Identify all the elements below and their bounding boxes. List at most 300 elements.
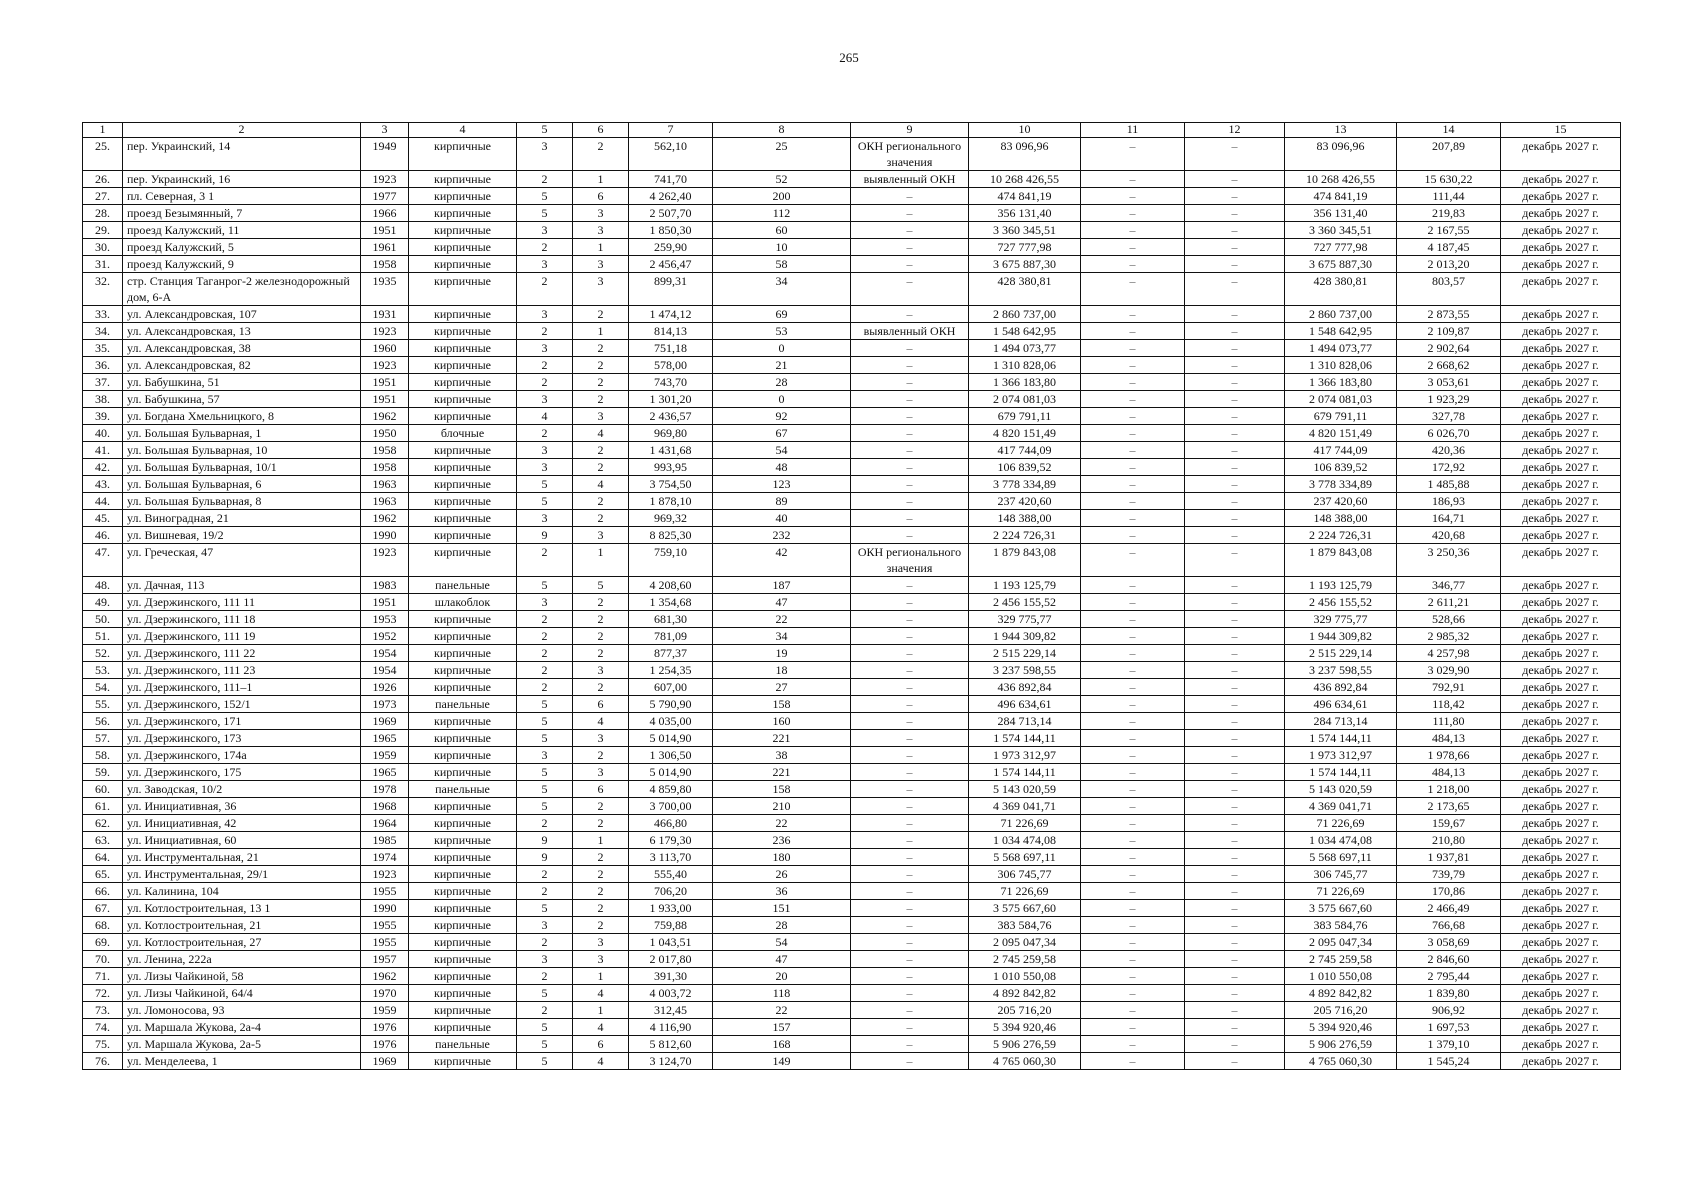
- cell-col-11: –: [1081, 866, 1185, 883]
- table-row: [83, 306, 1621, 323]
- table-row: [83, 391, 1621, 408]
- cell-col-13-total: 2 095 047,34: [1285, 934, 1397, 951]
- cell-row-number: 67.: [83, 900, 123, 917]
- cell-year-built: 1951: [361, 594, 409, 611]
- cell-row-number: 41.: [83, 442, 123, 459]
- cell-cost-per-sqm: 1 545,24: [1397, 1053, 1501, 1070]
- cell-address: ул. Котлостроительная, 21: [123, 917, 361, 934]
- cell-cost-per-sqm: 739,79: [1397, 866, 1501, 883]
- cell-okn-status: –: [851, 985, 969, 1002]
- cell-col-12: –: [1185, 713, 1285, 730]
- cell-residents: 160: [713, 713, 851, 730]
- table-row: [83, 205, 1621, 222]
- cell-address: стр. Станция Таганрог-2 железнодорожный дом, 6-А: [123, 273, 361, 306]
- cell-wall-material: панельные: [409, 696, 517, 713]
- cell-col-13-total: 4 892 842,82: [1285, 985, 1397, 1002]
- cell-col-11: –: [1081, 577, 1185, 594]
- cell-col-12: –: [1185, 391, 1285, 408]
- cell-wall-material: кирпичные: [409, 544, 517, 577]
- cell-residents: 92: [713, 408, 851, 425]
- cell-entrances: 3: [573, 934, 629, 951]
- cell-year-built: 1985: [361, 832, 409, 849]
- cell-okn-status: –: [851, 832, 969, 849]
- table-row: [83, 340, 1621, 357]
- table-row: [83, 510, 1621, 527]
- cell-wall-material: кирпичные: [409, 138, 517, 171]
- cell-entrances: 2: [573, 594, 629, 611]
- cell-total-cost: 3 778 334,89: [969, 476, 1081, 493]
- cell-wall-material: кирпичные: [409, 357, 517, 374]
- cell-address: ул. Александровская, 107: [123, 306, 361, 323]
- cell-area: 759,10: [629, 544, 713, 577]
- table-row: [83, 679, 1621, 696]
- cell-row-number: 35.: [83, 340, 123, 357]
- cell-entrances: 3: [573, 205, 629, 222]
- cell-okn-status: –: [851, 866, 969, 883]
- cell-cost-per-sqm: 172,92: [1397, 459, 1501, 476]
- cell-cost-per-sqm: 2 795,44: [1397, 968, 1501, 985]
- cell-row-number: 39.: [83, 408, 123, 425]
- cell-wall-material: кирпичные: [409, 408, 517, 425]
- cell-address: ул. Котлостроительная, 27: [123, 934, 361, 951]
- cell-floors: 3: [517, 306, 573, 323]
- cell-cost-per-sqm: 2 173,65: [1397, 798, 1501, 815]
- cell-residents: 236: [713, 832, 851, 849]
- cell-area: 993,95: [629, 459, 713, 476]
- cell-cost-per-sqm: 219,83: [1397, 205, 1501, 222]
- cell-area: 1 878,10: [629, 493, 713, 510]
- cell-col-12: –: [1185, 188, 1285, 205]
- cell-cost-per-sqm: 2 167,55: [1397, 222, 1501, 239]
- cell-cost-per-sqm: 170,86: [1397, 883, 1501, 900]
- cell-area: 607,00: [629, 679, 713, 696]
- cell-col-12: –: [1185, 1019, 1285, 1036]
- cell-col-11: –: [1081, 985, 1185, 1002]
- cell-wall-material: кирпичные: [409, 374, 517, 391]
- cell-col-13-total: 4 765 060,30: [1285, 1053, 1397, 1070]
- cell-address: ул. Ломоносова, 93: [123, 1002, 361, 1019]
- table-row: [83, 1019, 1621, 1036]
- cell-entrances: 3: [573, 256, 629, 273]
- cell-wall-material: кирпичные: [409, 713, 517, 730]
- cell-okn-status: –: [851, 408, 969, 425]
- cell-okn-status: –: [851, 951, 969, 968]
- cell-floors: 2: [517, 628, 573, 645]
- cell-col-11: –: [1081, 273, 1185, 306]
- cell-cost-per-sqm: 2 109,87: [1397, 323, 1501, 340]
- cell-wall-material: кирпичные: [409, 171, 517, 188]
- table-row: [83, 730, 1621, 747]
- cell-col-13-total: 1 574 144,11: [1285, 764, 1397, 781]
- table-row: [83, 628, 1621, 645]
- cell-floors: 3: [517, 222, 573, 239]
- cell-wall-material: кирпичные: [409, 628, 517, 645]
- cell-okn-status: –: [851, 374, 969, 391]
- cell-entrances: 2: [573, 391, 629, 408]
- cell-address: ул. Вишневая, 19/2: [123, 527, 361, 544]
- cell-area: 1 043,51: [629, 934, 713, 951]
- cell-col-11: –: [1081, 1019, 1185, 1036]
- cell-residents: 38: [713, 747, 851, 764]
- cell-cost-per-sqm: 2 985,32: [1397, 628, 1501, 645]
- cell-area: 1 254,35: [629, 662, 713, 679]
- cell-area: 3 700,00: [629, 798, 713, 815]
- cell-deadline: декабрь 2027 г.: [1501, 628, 1621, 645]
- cell-floors: 5: [517, 781, 573, 798]
- cell-year-built: 1978: [361, 781, 409, 798]
- cell-wall-material: кирпичные: [409, 662, 517, 679]
- cell-cost-per-sqm: 3 250,36: [1397, 544, 1501, 577]
- cell-deadline: декабрь 2027 г.: [1501, 1036, 1621, 1053]
- cell-floors: 2: [517, 239, 573, 256]
- cell-col-12: –: [1185, 764, 1285, 781]
- cell-residents: 112: [713, 205, 851, 222]
- cell-deadline: декабрь 2027 г.: [1501, 1053, 1621, 1070]
- cell-deadline: декабрь 2027 г.: [1501, 951, 1621, 968]
- cell-col-11: –: [1081, 256, 1185, 273]
- cell-col-13-total: 1 574 144,11: [1285, 730, 1397, 747]
- cell-okn-status: –: [851, 391, 969, 408]
- cell-entrances: 6: [573, 1036, 629, 1053]
- cell-okn-status: –: [851, 1036, 969, 1053]
- table-row: [83, 594, 1621, 611]
- cell-residents: 52: [713, 171, 851, 188]
- cell-deadline: декабрь 2027 г.: [1501, 340, 1621, 357]
- cell-floors: 3: [517, 510, 573, 527]
- cell-year-built: 1951: [361, 374, 409, 391]
- cell-area: 681,30: [629, 611, 713, 628]
- cell-floors: 2: [517, 544, 573, 577]
- cell-address: ул. Инициативная, 60: [123, 832, 361, 849]
- cell-area: 899,31: [629, 273, 713, 306]
- cell-row-number: 64.: [83, 849, 123, 866]
- cell-col-12: –: [1185, 730, 1285, 747]
- cell-floors: 5: [517, 476, 573, 493]
- cell-col-11: –: [1081, 138, 1185, 171]
- cell-residents: 200: [713, 188, 851, 205]
- cell-total-cost: 496 634,61: [969, 696, 1081, 713]
- cell-area: 2 017,80: [629, 951, 713, 968]
- cell-residents: 232: [713, 527, 851, 544]
- cell-total-cost: 1 010 550,08: [969, 968, 1081, 985]
- cell-col-11: –: [1081, 713, 1185, 730]
- cell-col-13-total: 71 226,69: [1285, 815, 1397, 832]
- cell-entrances: 3: [573, 764, 629, 781]
- cell-entrances: 3: [573, 527, 629, 544]
- cell-address: ул. Богдана Хмельницкого, 8: [123, 408, 361, 425]
- cell-cost-per-sqm: 2 466,49: [1397, 900, 1501, 917]
- cell-year-built: 1951: [361, 391, 409, 408]
- cell-year-built: 1976: [361, 1036, 409, 1053]
- cell-entrances: 6: [573, 781, 629, 798]
- cell-okn-status: –: [851, 1053, 969, 1070]
- cell-cost-per-sqm: 111,80: [1397, 713, 1501, 730]
- cell-total-cost: 1 574 144,11: [969, 764, 1081, 781]
- cell-area: 969,32: [629, 510, 713, 527]
- cell-okn-status: выявленный ОКН: [851, 323, 969, 340]
- cell-entrances: 2: [573, 883, 629, 900]
- cell-okn-status: –: [851, 883, 969, 900]
- cell-col-11: –: [1081, 493, 1185, 510]
- cell-total-cost: 383 584,76: [969, 917, 1081, 934]
- table-row: [83, 527, 1621, 544]
- cell-residents: 158: [713, 696, 851, 713]
- cell-row-number: 50.: [83, 611, 123, 628]
- cell-row-number: 70.: [83, 951, 123, 968]
- cell-address: ул. Инструментальная, 29/1: [123, 866, 361, 883]
- cell-okn-status: –: [851, 442, 969, 459]
- table-row: [83, 934, 1621, 951]
- cell-address: ул. Дзержинского, 111 18: [123, 611, 361, 628]
- cell-col-12: –: [1185, 866, 1285, 883]
- cell-col-12: –: [1185, 781, 1285, 798]
- cell-floors: 4: [517, 408, 573, 425]
- cell-row-number: 40.: [83, 425, 123, 442]
- cell-floors: 3: [517, 594, 573, 611]
- cell-deadline: декабрь 2027 г.: [1501, 798, 1621, 815]
- cell-cost-per-sqm: 2 668,62: [1397, 357, 1501, 374]
- cell-col-11: –: [1081, 459, 1185, 476]
- cell-wall-material: кирпичные: [409, 1053, 517, 1070]
- cell-total-cost: 474 841,19: [969, 188, 1081, 205]
- cell-okn-status: –: [851, 1002, 969, 1019]
- cell-address: ул. Лизы Чайкиной, 58: [123, 968, 361, 985]
- cell-total-cost: 1 494 073,77: [969, 340, 1081, 357]
- cell-deadline: декабрь 2027 г.: [1501, 781, 1621, 798]
- cell-address: ул. Бабушкина, 57: [123, 391, 361, 408]
- cell-cost-per-sqm: 766,68: [1397, 917, 1501, 934]
- cell-year-built: 1931: [361, 306, 409, 323]
- cell-wall-material: кирпичные: [409, 442, 517, 459]
- cell-total-cost: 71 226,69: [969, 815, 1081, 832]
- cell-area: 4 035,00: [629, 713, 713, 730]
- cell-year-built: 1966: [361, 205, 409, 222]
- cell-cost-per-sqm: 1 697,53: [1397, 1019, 1501, 1036]
- cell-year-built: 1950: [361, 425, 409, 442]
- cell-year-built: 1958: [361, 442, 409, 459]
- cell-col-11: –: [1081, 815, 1185, 832]
- cell-col-13-total: 5 143 020,59: [1285, 781, 1397, 798]
- cell-okn-status: –: [851, 696, 969, 713]
- cell-area: 3 124,70: [629, 1053, 713, 1070]
- cell-col-13-total: 1 944 309,82: [1285, 628, 1397, 645]
- cell-col-13-total: 4 820 151,49: [1285, 425, 1397, 442]
- cell-floors: 2: [517, 815, 573, 832]
- cell-deadline: декабрь 2027 г.: [1501, 577, 1621, 594]
- cell-col-13-total: 727 777,98: [1285, 239, 1397, 256]
- cell-wall-material: кирпичные: [409, 815, 517, 832]
- cell-row-number: 59.: [83, 764, 123, 781]
- cell-entrances: 2: [573, 340, 629, 357]
- cell-residents: 22: [713, 1002, 851, 1019]
- cell-col-11: –: [1081, 188, 1185, 205]
- cell-residents: 47: [713, 594, 851, 611]
- cell-col-13-total: 474 841,19: [1285, 188, 1397, 205]
- cell-entrances: 3: [573, 662, 629, 679]
- cell-year-built: 1977: [361, 188, 409, 205]
- table-row: [83, 476, 1621, 493]
- cell-year-built: 1951: [361, 222, 409, 239]
- cell-deadline: декабрь 2027 г.: [1501, 222, 1621, 239]
- cell-entrances: 4: [573, 1053, 629, 1070]
- cell-year-built: 1955: [361, 917, 409, 934]
- cell-year-built: 1954: [361, 645, 409, 662]
- cell-residents: 20: [713, 968, 851, 985]
- cell-row-number: 68.: [83, 917, 123, 934]
- cell-floors: 2: [517, 645, 573, 662]
- cell-col-13-total: 436 892,84: [1285, 679, 1397, 696]
- cell-year-built: 1963: [361, 476, 409, 493]
- cell-col-12: –: [1185, 934, 1285, 951]
- cell-residents: 210: [713, 798, 851, 815]
- cell-cost-per-sqm: 1 379,10: [1397, 1036, 1501, 1053]
- column-number-5: 5: [517, 123, 573, 138]
- cell-wall-material: кирпичные: [409, 883, 517, 900]
- cell-col-13-total: 428 380,81: [1285, 273, 1397, 306]
- cell-year-built: 1970: [361, 985, 409, 1002]
- column-number-15: 15: [1501, 123, 1621, 138]
- cell-okn-status: –: [851, 679, 969, 696]
- cell-residents: 157: [713, 1019, 851, 1036]
- cell-cost-per-sqm: 346,77: [1397, 577, 1501, 594]
- cell-row-number: 74.: [83, 1019, 123, 1036]
- cell-year-built: 1961: [361, 239, 409, 256]
- table-row: [83, 442, 1621, 459]
- cell-col-11: –: [1081, 323, 1185, 340]
- cell-col-12: –: [1185, 1036, 1285, 1053]
- cell-col-12: –: [1185, 256, 1285, 273]
- cell-col-12: –: [1185, 306, 1285, 323]
- cell-area: 1 306,50: [629, 747, 713, 764]
- cell-total-cost: 2 456 155,52: [969, 594, 1081, 611]
- cell-wall-material: кирпичные: [409, 747, 517, 764]
- cell-total-cost: 5 568 697,11: [969, 849, 1081, 866]
- cell-total-cost: 2 224 726,31: [969, 527, 1081, 544]
- cell-total-cost: 106 839,52: [969, 459, 1081, 476]
- cell-deadline: декабрь 2027 г.: [1501, 510, 1621, 527]
- cell-cost-per-sqm: 159,67: [1397, 815, 1501, 832]
- cell-address: ул. Большая Бульварная, 10: [123, 442, 361, 459]
- table-row: [83, 917, 1621, 934]
- cell-area: 562,10: [629, 138, 713, 171]
- cell-year-built: 1965: [361, 730, 409, 747]
- cell-col-13-total: 3 675 887,30: [1285, 256, 1397, 273]
- cell-residents: 168: [713, 1036, 851, 1053]
- cell-total-cost: 1 574 144,11: [969, 730, 1081, 747]
- table-row: [83, 900, 1621, 917]
- cell-col-13-total: 3 778 334,89: [1285, 476, 1397, 493]
- cell-col-11: –: [1081, 239, 1185, 256]
- cell-row-number: 30.: [83, 239, 123, 256]
- cell-area: 3 113,70: [629, 849, 713, 866]
- cell-cost-per-sqm: 164,71: [1397, 510, 1501, 527]
- cell-residents: 54: [713, 442, 851, 459]
- cell-col-11: –: [1081, 374, 1185, 391]
- cell-col-12: –: [1185, 968, 1285, 985]
- cell-area: 743,70: [629, 374, 713, 391]
- cell-address: ул. Большая Бульварная, 8: [123, 493, 361, 510]
- cell-address: пер. Украинский, 16: [123, 171, 361, 188]
- cell-col-12: –: [1185, 917, 1285, 934]
- column-number-12: 12: [1185, 123, 1285, 138]
- cell-area: 1 301,20: [629, 391, 713, 408]
- table-row: [83, 798, 1621, 815]
- cell-col-11: –: [1081, 357, 1185, 374]
- cell-deadline: декабрь 2027 г.: [1501, 256, 1621, 273]
- cell-entrances: 2: [573, 138, 629, 171]
- cell-row-number: 48.: [83, 577, 123, 594]
- cell-okn-status: –: [851, 968, 969, 985]
- cell-year-built: 1953: [361, 611, 409, 628]
- cell-deadline: декабрь 2027 г.: [1501, 985, 1621, 1002]
- table-row: [83, 968, 1621, 985]
- cell-address: ул. Дзержинского, 111 11: [123, 594, 361, 611]
- cell-okn-status: –: [851, 798, 969, 815]
- cell-okn-status: –: [851, 459, 969, 476]
- cell-address: ул. Дзержинского, 173: [123, 730, 361, 747]
- cell-deadline: декабрь 2027 г.: [1501, 849, 1621, 866]
- cell-col-13-total: 383 584,76: [1285, 917, 1397, 934]
- cell-okn-status: –: [851, 900, 969, 917]
- cell-residents: 158: [713, 781, 851, 798]
- cell-col-12: –: [1185, 425, 1285, 442]
- cell-floors: 3: [517, 391, 573, 408]
- cell-col-11: –: [1081, 968, 1185, 985]
- cell-entrances: 6: [573, 188, 629, 205]
- cell-deadline: декабрь 2027 г.: [1501, 239, 1621, 256]
- cell-deadline: декабрь 2027 г.: [1501, 374, 1621, 391]
- cell-area: 1 933,00: [629, 900, 713, 917]
- cell-floors: 3: [517, 138, 573, 171]
- table-row: [83, 138, 1621, 171]
- cell-entrances: 4: [573, 713, 629, 730]
- cell-residents: 19: [713, 645, 851, 662]
- cell-total-cost: 4 369 041,71: [969, 798, 1081, 815]
- cell-year-built: 1962: [361, 968, 409, 985]
- cell-col-13-total: 1 879 843,08: [1285, 544, 1397, 577]
- cell-row-number: 53.: [83, 662, 123, 679]
- cell-area: 2 507,70: [629, 205, 713, 222]
- cell-floors: 5: [517, 713, 573, 730]
- cell-col-11: –: [1081, 1002, 1185, 1019]
- cell-col-13-total: 5 568 697,11: [1285, 849, 1397, 866]
- cell-row-number: 47.: [83, 544, 123, 577]
- cell-col-11: –: [1081, 222, 1185, 239]
- cell-wall-material: шлакоблок: [409, 594, 517, 611]
- cell-col-13-total: 5 394 920,46: [1285, 1019, 1397, 1036]
- cell-wall-material: кирпичные: [409, 239, 517, 256]
- cell-col-11: –: [1081, 747, 1185, 764]
- table-row: [83, 713, 1621, 730]
- cell-col-11: –: [1081, 391, 1185, 408]
- cell-address: ул. Большая Бульварная, 6: [123, 476, 361, 493]
- cell-col-12: –: [1185, 798, 1285, 815]
- cell-entrances: 2: [573, 679, 629, 696]
- cell-entrances: 1: [573, 544, 629, 577]
- cell-address: ул. Дзержинского, 111 19: [123, 628, 361, 645]
- cell-deadline: декабрь 2027 г.: [1501, 205, 1621, 222]
- cell-residents: 221: [713, 764, 851, 781]
- cell-address: ул. Котлостроительная, 13 1: [123, 900, 361, 917]
- cell-row-number: 37.: [83, 374, 123, 391]
- cell-wall-material: кирпичные: [409, 273, 517, 306]
- table-row: [83, 883, 1621, 900]
- cell-cost-per-sqm: 15 630,22: [1397, 171, 1501, 188]
- cell-residents: 28: [713, 374, 851, 391]
- cell-col-12: –: [1185, 408, 1285, 425]
- table-row: [83, 696, 1621, 713]
- cell-cost-per-sqm: 906,92: [1397, 1002, 1501, 1019]
